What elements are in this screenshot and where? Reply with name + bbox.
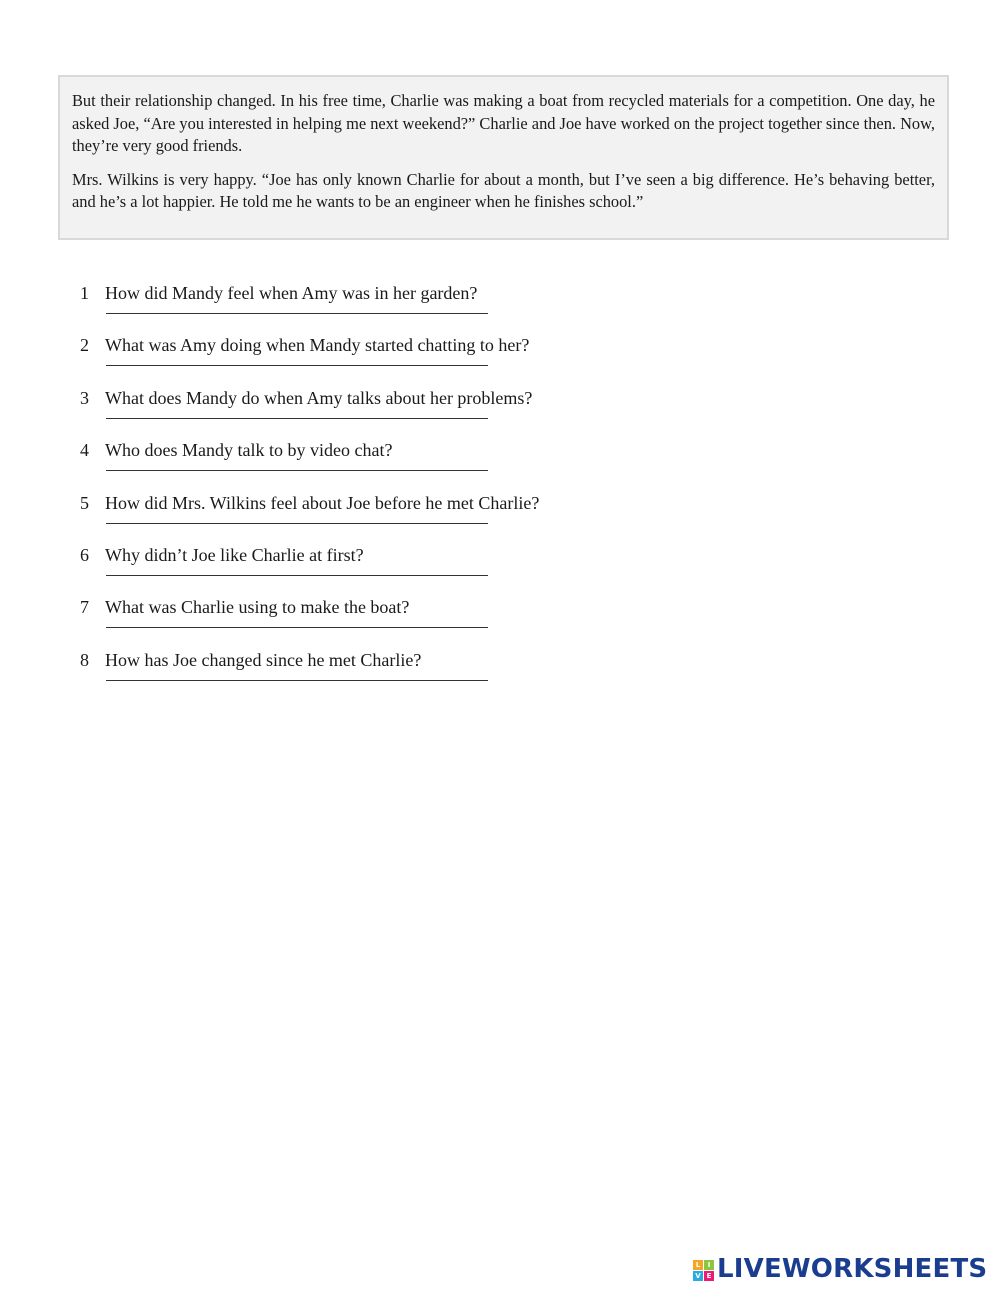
answer-line-1[interactable] (106, 313, 488, 314)
logo-text: LIVEWORKSHEETS (717, 1254, 988, 1284)
answer-line-2[interactable] (106, 365, 488, 366)
question-number: 5 (80, 492, 89, 513)
question-item-3 (80, 386, 640, 438)
passage-paragraph-2: Mrs. Wilkins is very happy. “Joe has only known Charlie for about a month, but I’ve seen a big difference. He’s behaving better, and he’s a lot happier. He told me he wants to be an engineer when he finishes school.” (72, 169, 935, 211)
logo-mark-letter: L (693, 1260, 703, 1270)
question-text: How did Mandy feel when Amy was in her garden? (105, 283, 478, 303)
answer-line-3[interactable] (106, 418, 488, 419)
question-number: 3 (80, 387, 89, 408)
question-item-6 (80, 543, 640, 595)
logo-mark-letter: I (704, 1260, 714, 1270)
question-number: 2 (80, 335, 89, 356)
liveworksheets-logo (693, 1253, 987, 1285)
logo-mark-letter: E (704, 1271, 714, 1281)
question-number: 8 (80, 649, 89, 670)
answer-line-5[interactable] (106, 523, 488, 524)
question-text: What was Amy doing when Mandy started chatting to her? (105, 335, 530, 356)
logo-mark-letter: V (693, 1271, 703, 1281)
reading-passage-box (58, 75, 949, 240)
question-text: How did Mrs. Wilkins feel about Joe before he met Charlie? (105, 492, 540, 513)
question-item-2 (80, 333, 640, 385)
question-number: 6 (80, 544, 89, 565)
question-text: Who does Mandy talk to by video chat? (105, 440, 393, 461)
question-number: 1 (80, 283, 89, 303)
question-item-5 (80, 491, 640, 543)
question-number: 4 (80, 440, 89, 461)
question-text: What does Mandy do when Amy talks about her problems? (105, 387, 533, 408)
question-item-4 (80, 438, 640, 490)
question-item-8 (80, 648, 640, 700)
question-text: Why didn’t Joe like Charlie at first? (105, 544, 364, 565)
question-text: What was Charlie using to make the boat? (105, 597, 410, 618)
question-text: How has Joe changed since he met Charlie? (105, 649, 422, 670)
question-item-7 (80, 595, 640, 647)
question-list (80, 281, 640, 700)
question-item-1 (80, 281, 640, 333)
answer-line-7[interactable] (106, 627, 488, 628)
answer-line-8[interactable] (106, 680, 488, 681)
logo-mark-icon (693, 1260, 714, 1281)
question-number: 7 (80, 597, 89, 618)
answer-line-6[interactable] (106, 575, 488, 576)
passage-paragraph-1: But their relationship changed. In his free time, Charlie was making a boat from recycled materials for a competition. One day, he asked Joe, “Are you interested in helping me next weekend?” Charlie and Joe have worked on the project together since then. Now, they’re very good friends. (72, 91, 935, 155)
answer-line-4[interactable] (106, 470, 488, 471)
